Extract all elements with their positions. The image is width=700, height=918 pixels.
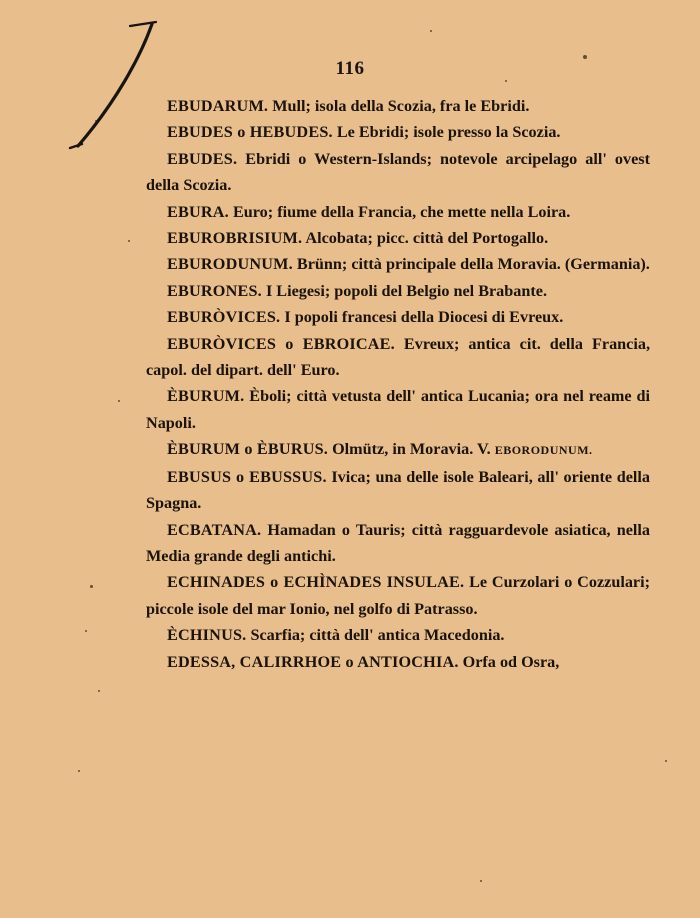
entry-headword: ÈCHINUS. bbox=[167, 626, 247, 645]
entry-definition: Le Ebridi; isole presso la Scozia. bbox=[332, 123, 561, 142]
entry-definition: Ivica; una delle isole Baleari, all' oriente della Spagna. bbox=[146, 467, 650, 513]
entry-definition: I Liegesi; popoli del Belgio nel Brabante. bbox=[261, 281, 547, 300]
paper-speck bbox=[78, 770, 80, 772]
entry-headword: ÈBURUM. bbox=[167, 387, 245, 406]
entry-definition: Scarfia; città dell' antica Macedonia. bbox=[246, 626, 505, 645]
paper-speck bbox=[118, 400, 120, 402]
entry-headword: EBUDES. bbox=[167, 149, 238, 168]
entry-definition: Hamadan o Tauris; città ragguardevole asiatica, nella Media grande degli antichi. bbox=[146, 520, 650, 565]
paper-speck bbox=[85, 630, 87, 632]
entry-definition: Evreux; antica cit. della Francia, capol. del dipart. dell' Euro. bbox=[146, 334, 651, 380]
entry-headword: ECHINADES o ECHÌNADES INSULAE. bbox=[167, 573, 465, 592]
paper-speck bbox=[665, 760, 667, 762]
entry-headword: EBUSUS o EBUSSUS. bbox=[167, 467, 327, 486]
entry-headword: EBURÒVICES o EBROICAE. bbox=[167, 334, 395, 353]
entry-definition: Mull; isola della Scozia, fra le Ebridi. bbox=[268, 97, 530, 115]
entry-headword: EBURODUNUM. bbox=[167, 255, 293, 274]
entry-ebudes bbox=[146, 146, 650, 199]
entry-ecbatana bbox=[146, 517, 650, 570]
paper-speck bbox=[128, 240, 130, 242]
page-number: 116 bbox=[335, 58, 365, 79]
entry-edessa bbox=[146, 649, 650, 675]
entry-headword: ÈBURUM o ÈBURUS. bbox=[167, 440, 329, 459]
entry-ebudes-hebudes bbox=[146, 119, 650, 145]
entry-ebusus bbox=[146, 464, 650, 517]
entry-definition: Èboli; città vetusta dell' antica Lucania; ora nel reame di Napoli. bbox=[146, 387, 650, 432]
entry-headword: ECBATANA. bbox=[167, 520, 262, 539]
entry-echinus bbox=[146, 622, 650, 648]
entry-headword: EBURA. bbox=[167, 202, 229, 221]
entry-definition: Le Curzolari o Cozzulari; piccole isole del mar Ionio, nel golfo di Patrasso. bbox=[146, 573, 650, 618]
paper-speck bbox=[98, 690, 100, 692]
entry-headword: EDESSA, CALIRRHOE o ANTIOCHIA. bbox=[167, 652, 459, 671]
entry-definition: Orfa od Osra, bbox=[458, 652, 560, 671]
entry-eburones bbox=[146, 278, 650, 304]
paper-speck bbox=[480, 880, 482, 882]
entry-headword: EBURÒVICES. bbox=[167, 308, 281, 327]
entry-cross-reference: EBORODUNUM. bbox=[494, 443, 593, 458]
entry-echinades bbox=[146, 569, 650, 622]
entry-definition: Alcobata; picc. città del Portogallo. bbox=[302, 229, 549, 248]
entry-headword: EBUROBRISIUM. bbox=[167, 229, 303, 248]
entry-definition: Olmütz, in Moravia. V. bbox=[328, 440, 495, 459]
entry-eburobrisium bbox=[146, 225, 650, 251]
entry-ebudarum bbox=[146, 93, 650, 119]
paper-speck bbox=[430, 30, 432, 32]
paper-speck bbox=[90, 585, 93, 588]
entry-headword: EBURONES. bbox=[167, 281, 262, 300]
entry-eburodunum bbox=[146, 251, 650, 277]
entry-headword: EBUDES o HEBUDES. bbox=[167, 123, 333, 142]
entry-eburovices-ebroicae bbox=[146, 331, 650, 384]
paper-speck bbox=[583, 55, 587, 59]
entry-definition: I popoli francesi della Diocesi di Evreux. bbox=[280, 308, 564, 327]
entry-eburum-eburus bbox=[146, 436, 650, 463]
entry-headword: EBUDARUM. bbox=[167, 97, 269, 115]
entry-ebura bbox=[146, 199, 650, 225]
entry-definition: Brünn; città principale della Moravia. (Germania). bbox=[292, 255, 650, 274]
entry-definition: Euro; fiume della Francia, che mette nella Loira. bbox=[228, 202, 571, 221]
paper-speck bbox=[95, 120, 97, 122]
entry-definition: Ebridi o Western-Islands; notevole arcipelago all' ovest della Scozia. bbox=[146, 149, 650, 195]
entry-eburovices bbox=[146, 304, 650, 330]
dictionary-entries bbox=[146, 93, 650, 675]
paper-speck bbox=[505, 80, 507, 82]
entry-eburum bbox=[146, 383, 650, 436]
